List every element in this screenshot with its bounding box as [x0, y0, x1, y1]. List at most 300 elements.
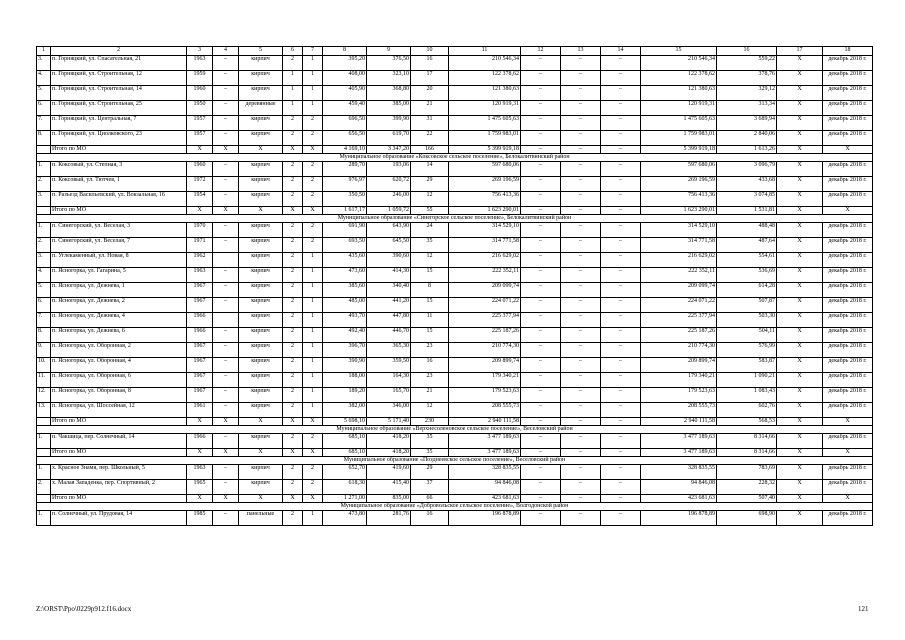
table-cell: – [601, 403, 641, 418]
table-cell: 385,60 [323, 283, 367, 298]
total-row [37, 418, 873, 426]
table-cell: X [777, 238, 823, 253]
table-cell: 693,50 [323, 238, 367, 253]
table-cell: – [561, 343, 601, 358]
table-cell: 20 [411, 86, 449, 101]
table-cell: 365,30 [367, 343, 411, 358]
table-cell: – [601, 268, 641, 283]
table-cell: – [561, 358, 601, 373]
table-row [37, 283, 873, 298]
table-cell: 222 352,11 [641, 268, 717, 283]
table-cell: 3. [37, 56, 51, 71]
section-heading-row [37, 154, 873, 162]
table-cell: 121 380,63 [449, 86, 521, 101]
table-cell: кирпич [239, 162, 283, 177]
table-cell: 2 [303, 131, 323, 146]
table-cell: 492,40 [323, 328, 367, 343]
table-cell: 1 475 605,63 [449, 116, 521, 131]
table-cell: – [521, 313, 561, 328]
table-body [37, 47, 873, 526]
table-cell: – [561, 283, 601, 298]
table-cell: 618,30 [323, 480, 367, 495]
table-cell: – [561, 177, 601, 192]
table-cell: 224 071,22 [449, 298, 521, 313]
deadline-cell: декабрь 2018 г. [823, 403, 873, 418]
table-cell: 408,00 [323, 71, 367, 86]
table-cell: 2 840,06 [717, 131, 777, 146]
deadline-cell: X [823, 418, 873, 426]
table-cell: 8 314,66 [717, 449, 777, 457]
table-cell: 15 [411, 328, 449, 343]
table-cell: 165,70 [367, 388, 411, 403]
table-cell: – [521, 343, 561, 358]
table-cell: – [213, 511, 239, 526]
table-row [37, 131, 873, 146]
table-cell: 645,50 [367, 238, 411, 253]
table-cell: 976,97 [323, 177, 367, 192]
section-heading: Муниципальное образование «Добровольское сельское поселение», Волгодонской район [37, 503, 873, 511]
table-cell: 459,40 [323, 101, 367, 116]
table-cell: 485,00 [323, 298, 367, 313]
table-cell: 3 074,85 [717, 192, 777, 207]
table-cell: 12 [411, 253, 449, 268]
table-cell: – [213, 86, 239, 101]
table-cell: кирпич [239, 434, 283, 449]
table-cell: 3 477 189,63 [641, 434, 717, 449]
table-cell: – [521, 373, 561, 388]
table-cell: X [239, 418, 283, 426]
table-cell: 399,90 [367, 116, 411, 131]
table-cell: 1966 [187, 434, 213, 449]
table-cell: X [283, 207, 303, 215]
column-number-cell: 9 [367, 47, 411, 56]
table-cell: X [777, 328, 823, 343]
table-cell: 1963 [187, 465, 213, 480]
table-cell: 2 [283, 403, 303, 418]
table-cell: – [213, 358, 239, 373]
table-cell: 11 [411, 313, 449, 328]
table-cell: 23 [411, 373, 449, 388]
deadline-cell: декабрь 2018 г. [823, 253, 873, 268]
table-cell: 1 [303, 388, 323, 403]
table-cell: 11. [37, 373, 51, 388]
table-cell: X [777, 192, 823, 207]
table-cell: – [521, 328, 561, 343]
deadline-cell: декабрь 2018 г. [823, 298, 873, 313]
table-cell: 1960 [187, 162, 213, 177]
address-cell: п. Солнечный, ул. Прудовая, 14 [51, 511, 187, 526]
table-cell: X [187, 418, 213, 426]
table-row [37, 116, 873, 131]
table-cell: – [601, 101, 641, 116]
column-number-cell: 14 [601, 47, 641, 56]
table-cell: 1 475 605,63 [641, 116, 717, 131]
table-cell: – [521, 162, 561, 177]
table-cell: – [601, 388, 641, 403]
table-cell: X [283, 495, 303, 503]
address-cell: п. Горняцкий, ул. Строительная, 25 [51, 101, 187, 116]
table-cell: 2. [37, 177, 51, 192]
address-cell: п. Горняцкий, ул. Циолковского, 23 [51, 131, 187, 146]
table-cell: – [561, 71, 601, 86]
table-cell: 473,80 [323, 511, 367, 526]
table-cell: 230 [411, 418, 449, 426]
table-row [37, 313, 873, 328]
table-cell: 3 347,20 [367, 146, 411, 154]
table-cell: – [213, 268, 239, 283]
table-cell: 5. [37, 86, 51, 101]
table-cell: 1 531,81 [717, 207, 777, 215]
table-cell: – [601, 116, 641, 131]
table-cell: – [213, 388, 239, 403]
table-cell: – [561, 313, 601, 328]
table-cell: 188,00 [323, 373, 367, 388]
table-cell: 4. [37, 268, 51, 283]
table-cell: X [777, 388, 823, 403]
table-cell: 281,76 [367, 511, 411, 526]
table-row [37, 434, 873, 449]
table-cell: – [521, 207, 561, 215]
table-cell: 66 [411, 495, 449, 503]
table-cell: – [561, 465, 601, 480]
table-cell: 1 271,00 [323, 495, 367, 503]
table-cell: 1 [303, 298, 323, 313]
table-row [37, 480, 873, 495]
table-cell: 37 [411, 480, 449, 495]
table-cell: кирпич [239, 480, 283, 495]
table-row [37, 358, 873, 373]
section-heading: Муниципальное образование «Коксовское сельское поселение», Белокалитвинский район [37, 154, 873, 162]
table-cell: 643,90 [367, 223, 411, 238]
table-cell: 2 [283, 434, 303, 449]
table-cell: 209 899,74 [449, 358, 521, 373]
table-cell: 5 171,40 [367, 418, 411, 426]
table-cell: 210 546,34 [641, 56, 717, 71]
address-cell: п. Чакшица, пер. Солнечный, 14 [51, 434, 187, 449]
table-cell: 16 [411, 511, 449, 526]
total-row [37, 146, 873, 154]
table-cell: 346,00 [367, 403, 411, 418]
table-cell: X [239, 449, 283, 457]
table-cell: деревянные [239, 101, 283, 116]
table-cell: 29 [411, 465, 449, 480]
table-cell: – [561, 101, 601, 116]
table-cell: X [777, 480, 823, 495]
address-cell: п. Ясногорка, ул. Гагарина, 5 [51, 268, 187, 283]
table-cell: 1 [283, 71, 303, 86]
table-cell: 1 059,72 [367, 207, 411, 215]
table-cell: – [561, 162, 601, 177]
table-cell: кирпич [239, 238, 283, 253]
table-cell: 5 698,10 [323, 418, 367, 426]
table-cell: кирпич [239, 223, 283, 238]
table-cell: 1 759 983,01 [641, 131, 717, 146]
table-cell: 419,60 [367, 465, 411, 480]
table-cell: 4. [37, 71, 51, 86]
table-cell: 2 940 111,58 [449, 418, 521, 426]
table-cell: 2 [283, 238, 303, 253]
table-cell: 3 477 189,63 [641, 449, 717, 457]
table-cell: X [777, 418, 823, 426]
table-cell: 269 196,59 [449, 177, 521, 192]
table-cell: 12 [411, 403, 449, 418]
table-cell: 8 [411, 283, 449, 298]
table-cell: – [561, 434, 601, 449]
table-cell: – [521, 480, 561, 495]
table-cell: 1 [283, 86, 303, 101]
table-cell: – [561, 373, 601, 388]
table-cell: – [561, 388, 601, 403]
table-cell: 378,76 [717, 71, 777, 86]
table-cell: 210 774,30 [641, 343, 717, 358]
column-number-cell: 12 [521, 47, 561, 56]
address-cell: п. Синегорский, ул. Веселая, 3 [51, 223, 187, 238]
total-row [37, 495, 873, 503]
table-cell: X [777, 101, 823, 116]
table-cell: 447,80 [367, 313, 411, 328]
table-cell: 1966 [187, 313, 213, 328]
table-cell: – [561, 495, 601, 503]
table-cell: 418,20 [367, 449, 411, 457]
table-cell: 1 [303, 373, 323, 388]
table-cell: 246,00 [367, 192, 411, 207]
table-cell: 2 [283, 162, 303, 177]
column-number-cell: 2 [51, 47, 187, 56]
table-cell: – [601, 131, 641, 146]
table-row [37, 253, 873, 268]
table-cell: – [213, 71, 239, 86]
deadline-cell: декабрь 2018 г. [823, 313, 873, 328]
table-cell: 3. [37, 192, 51, 207]
table-cell: 2 [303, 162, 323, 177]
section-heading: Муниципальное образование «Верхнесоленовское сельское поселение», Веселовский район [37, 426, 873, 434]
table-cell: X [283, 146, 303, 154]
table-cell: 2 [303, 177, 323, 192]
table-cell: 17 [411, 71, 449, 86]
table-cell: 1959 [187, 71, 213, 86]
table-cell: – [601, 86, 641, 101]
table-cell: X [777, 86, 823, 101]
table-cell: – [561, 192, 601, 207]
column-number-cell: 5 [239, 47, 283, 56]
table-cell: 208 555,73 [449, 403, 521, 418]
table-cell: 2 [283, 56, 303, 71]
table-cell: 1966 [187, 328, 213, 343]
deadline-cell: декабрь 2018 г. [823, 86, 873, 101]
table-cell: – [601, 465, 641, 480]
table-cell: X [187, 449, 213, 457]
table-cell [213, 253, 239, 268]
table-row [37, 223, 873, 238]
table-cell: – [213, 328, 239, 343]
table-cell: 225 377,94 [641, 313, 717, 328]
table-cell: 9. [37, 343, 51, 358]
table-cell: 1. [37, 434, 51, 449]
table-cell: – [213, 298, 239, 313]
table-cell: 1 [303, 86, 323, 101]
table-cell: 1 613,26 [717, 146, 777, 154]
table-cell: – [521, 465, 561, 480]
table-cell: 193,06 [367, 162, 411, 177]
table-cell: – [601, 358, 641, 373]
table-cell: – [521, 434, 561, 449]
deadline-cell: декабрь 2018 г. [823, 71, 873, 86]
address-cell: п. Горняцкий, ул. Центральная, 7 [51, 116, 187, 131]
table-cell: кирпич [239, 192, 283, 207]
table-cell: – [521, 418, 561, 426]
table-cell: 2. [37, 238, 51, 253]
table-cell: 2 [283, 131, 303, 146]
table-cell: 31 [411, 116, 449, 131]
address-cell: Итого по МО [51, 146, 187, 154]
table-cell: кирпич [239, 283, 283, 298]
table-cell: – [561, 86, 601, 101]
deadline-cell: декабрь 2018 г. [823, 373, 873, 388]
table-cell: кирпич [239, 71, 283, 86]
table-cell: – [521, 101, 561, 116]
table-cell: 209 899,74 [641, 358, 717, 373]
table-cell: – [601, 71, 641, 86]
table-cell: 21 [411, 388, 449, 403]
table-cell: 614,28 [717, 283, 777, 298]
table-cell: 8. [37, 328, 51, 343]
table-cell: кирпич [239, 298, 283, 313]
table-cell: X [303, 495, 323, 503]
table-cell: 1967 [187, 373, 213, 388]
table-cell: – [213, 101, 239, 116]
table-cell: X [777, 268, 823, 283]
address-cell: п. Ясногорка, ул. Дежнева, 1 [51, 283, 187, 298]
table-cell: 2 [283, 253, 303, 268]
table-cell: кирпич [239, 177, 283, 192]
table-cell: – [521, 495, 561, 503]
address-cell: Итого по МО [51, 449, 187, 457]
table-cell: 2 [303, 434, 323, 449]
table-cell: 3. [37, 253, 51, 268]
address-cell: х. Красное Знамя, пер. Школьный, 5 [51, 465, 187, 480]
table-cell: 536,69 [717, 268, 777, 283]
table-cell: 313,34 [717, 101, 777, 116]
table-cell: X [213, 495, 239, 503]
table-cell: – [561, 480, 601, 495]
table-cell: X [213, 207, 239, 215]
table-cell: – [521, 388, 561, 403]
table-cell: X [239, 495, 283, 503]
table-cell: X [777, 71, 823, 86]
table-cell [37, 418, 51, 426]
table-cell: – [521, 283, 561, 298]
table-cell: 7. [37, 313, 51, 328]
table-cell: X [187, 207, 213, 215]
column-number-cell: 3 [187, 47, 213, 56]
table-cell: кирпич [239, 373, 283, 388]
table-cell: X [777, 56, 823, 71]
table-cell: 473,60 [323, 268, 367, 283]
table-cell: – [521, 358, 561, 373]
table-cell: – [601, 177, 641, 192]
table-cell: 121 380,63 [641, 86, 717, 101]
table-cell: 487,64 [717, 238, 777, 253]
table-cell: 6. [37, 298, 51, 313]
table-cell: 328 835,55 [449, 465, 521, 480]
table-cell: 15 [411, 268, 449, 283]
table-cell: X [777, 283, 823, 298]
table-cell: 210 774,30 [449, 343, 521, 358]
table-cell: 418,20 [367, 434, 411, 449]
section-heading-row [37, 457, 873, 465]
table-row [37, 71, 873, 86]
table-cell: 396,70 [323, 343, 367, 358]
table-cell: – [601, 162, 641, 177]
table-cell: – [561, 403, 601, 418]
table-cell: – [521, 238, 561, 253]
table-cell: – [601, 146, 641, 154]
table-row [37, 511, 873, 526]
deadline-cell: X [823, 495, 873, 503]
table-cell: 340,40 [367, 283, 411, 298]
table-cell: 1967 [187, 298, 213, 313]
table-cell: 507,40 [717, 495, 777, 503]
table-row [37, 177, 873, 192]
table-cell: 196 878,89 [641, 511, 717, 526]
table-cell: 1 [303, 101, 323, 116]
table-cell: 602,76 [717, 403, 777, 418]
table-cell: 179 523,63 [641, 388, 717, 403]
table-cell: – [521, 71, 561, 86]
table-cell: X [777, 434, 823, 449]
table-cell: – [601, 253, 641, 268]
table-cell: – [213, 56, 239, 71]
table-cell: 314 529,10 [641, 223, 717, 238]
table-cell: 228,32 [717, 480, 777, 495]
table-cell: – [561, 449, 601, 457]
table-cell: 1950 [187, 101, 213, 116]
table-cell: – [601, 207, 641, 215]
table-cell: кирпич [239, 116, 283, 131]
address-cell: п. Разъезд Васильевский, ул. Вокзальная, 16 [51, 192, 187, 207]
table-cell: 164,30 [367, 373, 411, 388]
deadline-cell: декабрь 2018 г. [823, 465, 873, 480]
table-cell: – [561, 268, 601, 283]
table-cell: X [239, 207, 283, 215]
table-row [37, 403, 873, 418]
table-cell: – [561, 207, 601, 215]
table-cell: – [601, 283, 641, 298]
table-cell: 756 413,36 [449, 192, 521, 207]
table-cell: 179 340,21 [449, 373, 521, 388]
table-cell: 2 [303, 238, 323, 253]
table-cell: – [213, 434, 239, 449]
table-cell: 23 [411, 343, 449, 358]
table-cell: 835,00 [367, 495, 411, 503]
table-cell: X [239, 146, 283, 154]
deadline-cell: декабрь 2018 г. [823, 328, 873, 343]
table-cell: 328 835,55 [641, 465, 717, 480]
table-cell: 3 096,79 [717, 162, 777, 177]
table-cell: кирпич [239, 131, 283, 146]
table-cell: 503,30 [717, 313, 777, 328]
deadline-cell: декабрь 2018 г. [823, 192, 873, 207]
table-cell: – [521, 116, 561, 131]
table-cell: 1. [37, 465, 51, 480]
table-row [37, 56, 873, 71]
table-cell: 2 [303, 465, 323, 480]
table-cell: 2 [303, 116, 323, 131]
table-cell: 122 378,62 [449, 71, 521, 86]
table-cell: – [601, 343, 641, 358]
table-cell: – [521, 511, 561, 526]
table-cell: 423 681,63 [449, 495, 521, 503]
